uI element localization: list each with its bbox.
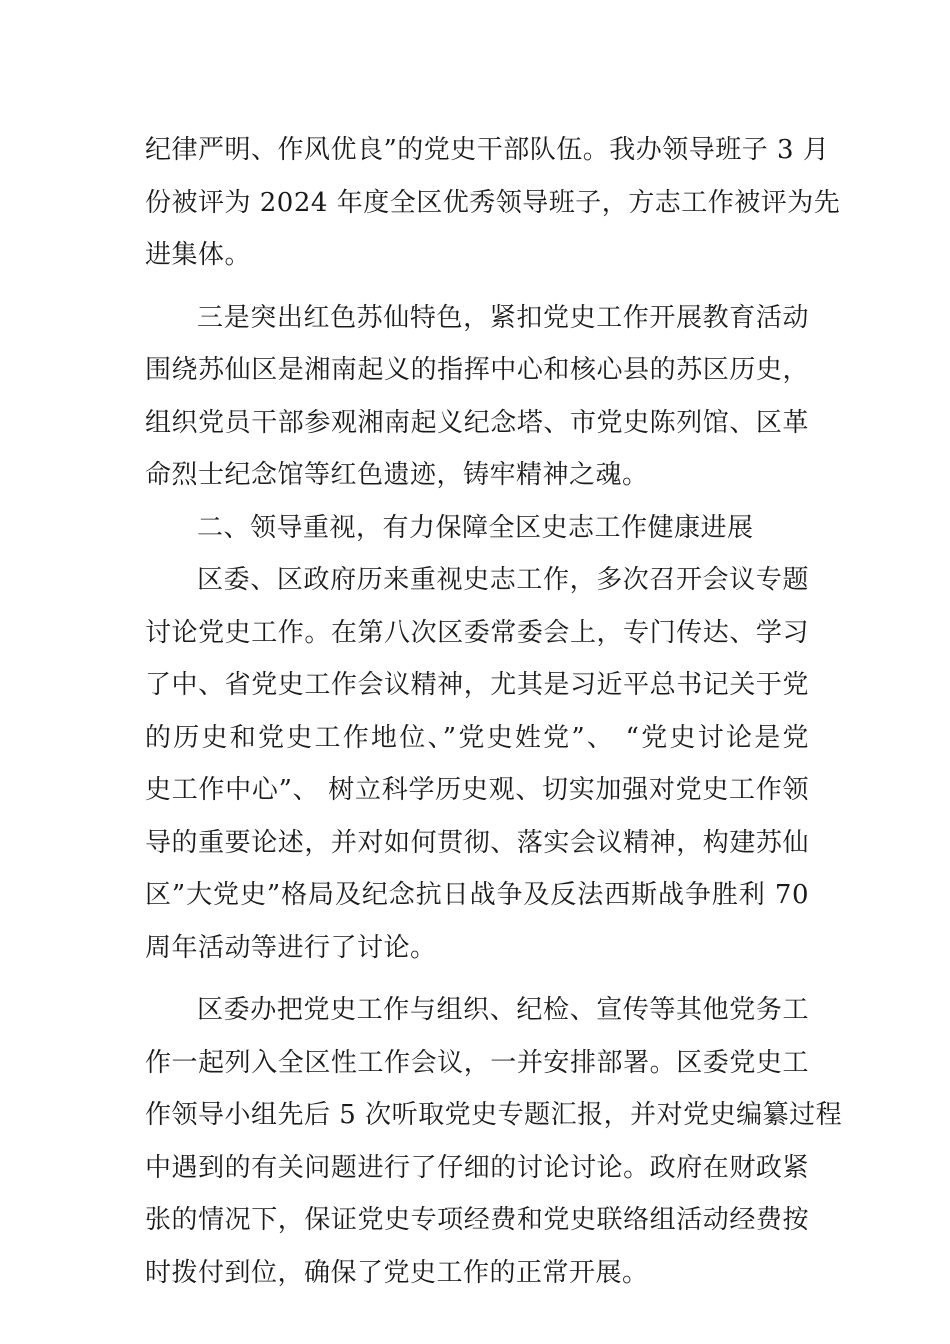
paragraph [145,984,843,1299]
text-line: 作一起列入全区性工作会议，一并安排部署。区委党史工 [145,1047,809,1078]
text-line: 张的情况下，保证党史专项经费和党史联络组活动经费按 [145,1205,809,1235]
text-line: 讨论党史工作。在第八次区委常委会上，专门传达、学习 [145,617,809,648]
paragraph [145,554,809,974]
text-line: 时拨付到位，确保了党史工作的正常开展。 [145,1257,649,1288]
text-line: 中遇到的有关问题进行了仔细的讨论讨论。政府在财政紧 [145,1152,809,1183]
text-line: 进集体。 [145,240,252,270]
text-line: 纪律严明、作风优良”的党史干部队伍。我办领导班子 3 月 [145,135,830,165]
section-heading [145,502,809,555]
document-body [145,124,843,1299]
text-line: 组织党员干部参观湘南起义纪念塔、市党史陈列馆、区革 [145,407,809,438]
paragraph-spacer [145,974,809,984]
text-line: 史工作中心”、 树立科学历史观、切实加强对党史工作领 [145,775,809,805]
text-line: 区委、区政府历来重视史志工作，多次召开会议专题 [197,565,809,595]
text-line: 围绕苏仙区是湘南起义的指挥中心和核心县的苏区历史， [145,355,809,385]
text-line: 二、领导重视，有力保障全区史志工作健康进展 [197,512,754,543]
text-line: 份被评为 2024 年度全区优秀领导班子，方志工作被评为先 [145,187,841,218]
text-line: 的历史和党史工作地位、”党史姓党”、 “党史讨论是党 [145,722,809,753]
paragraph-spacer [145,282,809,292]
paragraph [145,124,841,282]
text-line: 三是突出红色苏仙特色，紧扣党史工作开展教育活动 [197,302,809,333]
text-line: 命烈士纪念馆等红色遗迹，铸牢精神之魂。 [145,460,649,490]
paragraph [145,292,809,502]
text-line: 导的重要论述，并对如何贯彻、落实会议精神，构建苏仙 [145,827,809,858]
text-line: 作领导小组先后 5 次听取党史专题汇报，并对党史编纂过程 [145,1100,843,1130]
text-line: 区委办把党史工作与组织、纪检、宣传等其他党务工 [197,995,809,1025]
text-line: 区”大党史”格局及纪念抗日战争及反法西斯战争胜利 70 [145,880,809,910]
text-line: 了中、省党史工作会议精神，尤其是习近平总书记关于党 [145,670,809,700]
text-line: 周年活动等进行了讨论。 [145,932,437,963]
